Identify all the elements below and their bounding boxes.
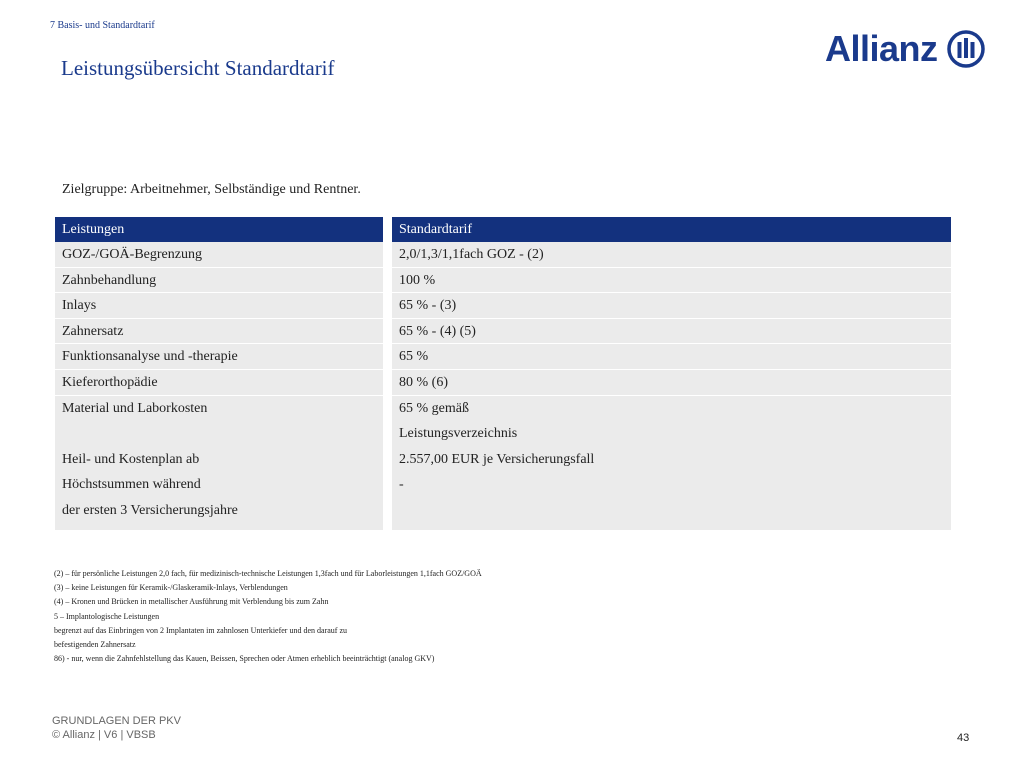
footnotes (54, 567, 482, 666)
logo-text: Allianz (825, 28, 938, 69)
allianz-eagle-icon (946, 29, 986, 69)
table-cell: 2.557,00 EUR je Versicherungsfall (399, 451, 595, 467)
page-title: Leistungsübersicht Standardtarif (61, 56, 335, 80)
column-leistungen (55, 217, 383, 530)
footnote: 5 – Implantologische Leistungen (54, 611, 160, 621)
table-cell: Leistungsverzeichnis (399, 426, 518, 442)
table-cell: - (399, 477, 404, 493)
footnote: (4) – Kronen und Brücken in metallischer Ausführung mit Verblendung bis zum Zahn (54, 597, 329, 607)
footer-title: GRUNDLAGEN DER PKV (52, 715, 181, 727)
table-cell: Inlays (55, 293, 383, 319)
table-cell: 2,0/1,3/1,1fach GOZ - (2) (392, 242, 951, 268)
column-standardtarif (392, 217, 951, 530)
column-header-standardtarif: Standardtarif (392, 217, 951, 242)
table-cell: Funktionsanalyse und -therapie (55, 344, 383, 370)
page-number: 43 (957, 732, 970, 744)
footnote: befestigenden Zahnersatz (54, 640, 136, 650)
table-cell: Material und Laborkosten (62, 400, 208, 416)
breadcrumb: 7 Basis- und Standardtarif (50, 20, 155, 31)
table-cell: 65 % - (4) (5) (392, 319, 951, 345)
footnote: (2) – für persönliche Leistungen 2,0 fach, für medizinisch-technische Leistungen 1,3fach und für Laborleistungen 1,1fach GOZ/GOÄ (54, 569, 482, 578)
table-cell: Höchstsummen während (62, 477, 201, 493)
table-cell (392, 498, 951, 524)
footnote: (3) – keine Leistungen für Keramik-/Glaskeramik-Inlays, Verblendungen (54, 583, 288, 593)
table-cell: 65 % gemäß (399, 400, 469, 416)
allianz-logo (825, 28, 986, 70)
footer (52, 714, 181, 742)
table-cell: GOZ-/GOÄ-Begrenzung (55, 242, 383, 268)
table-cell: der ersten 3 Versicherungsjahre (62, 502, 238, 518)
table-cell: Zahnbehandlung (55, 268, 383, 294)
footnote: 86) - nur, wenn die Zahnfehlstellung das Kauen, Beissen, Sprechen oder Atmen erheblich beeinträchtigt (analog GKV) (54, 654, 435, 664)
table-cell: Kieferorthopädie (55, 370, 383, 396)
column-header-leistungen: Leistungen (55, 217, 383, 242)
footer-copyright: © Allianz | V6 | VBSB (52, 729, 156, 741)
table-cell (55, 421, 383, 447)
benefits-table (55, 217, 951, 530)
table-cell: 65 % - (3) (392, 293, 951, 319)
target-group-text: Zielgruppe: Arbeitnehmer, Selbständige und Rentner. (62, 182, 361, 197)
table-cell: 65 % (392, 344, 951, 370)
footnote: begrenzt auf das Einbringen von 2 Implantaten im zahnlosen Unterkiefer und den darauf zu (54, 625, 348, 635)
table-cell: 80 % (6) (392, 370, 951, 396)
table-cell: Zahnersatz (55, 319, 383, 345)
table-cell: 100 % (392, 268, 951, 294)
table-cell: Heil- und Kostenplan ab (62, 451, 200, 467)
